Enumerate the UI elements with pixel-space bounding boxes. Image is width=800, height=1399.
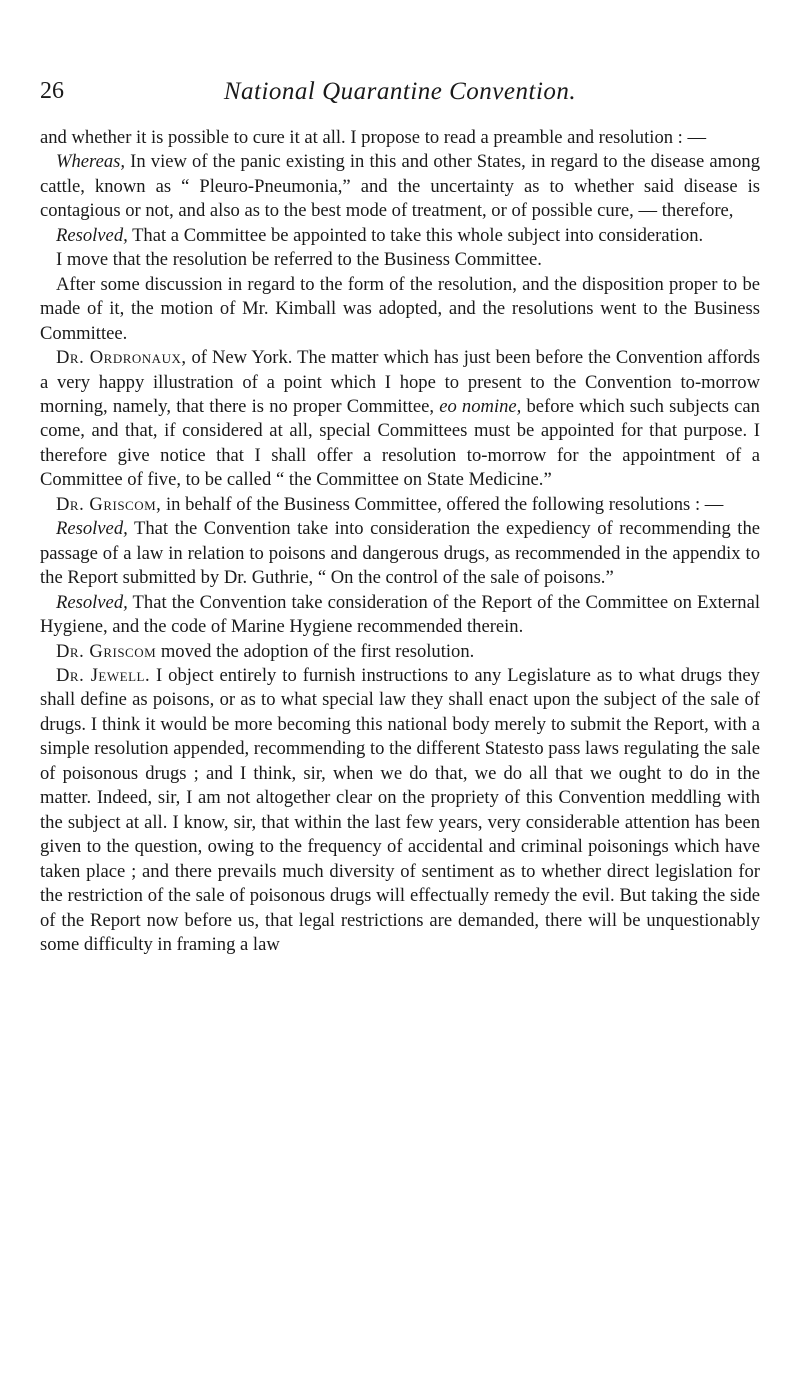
paragraph-text: and whether it is possible to cure it at all. I propose to read a preamble and resolution : — xyxy=(40,127,707,148)
latin-phrase: eo nomine, xyxy=(439,395,522,417)
paragraph xyxy=(40,126,760,150)
resolved-lead: Resolved, xyxy=(56,518,128,540)
whereas-lead: Whereas, xyxy=(56,151,126,173)
paragraph-text: moved the adoption of the first resolution. xyxy=(156,640,475,662)
speaker-name: Dr. Ordronaux, xyxy=(56,347,187,369)
paragraph xyxy=(40,224,760,248)
paragraph-text: I move that the resolution be referred to the Business Committee. xyxy=(56,249,542,271)
resolved-lead: Resolved, xyxy=(56,224,128,246)
paragraph xyxy=(40,346,760,493)
resolved-lead: Resolved, xyxy=(56,591,128,613)
paragraph xyxy=(40,150,760,223)
paragraph-text: In view of the panic existing in this and other States, in regard to the disease among cattle, known as “ Pleuro-Pneumonia,” and the uncertainty as to whether said disease is contagious or not, and also as to the best mode of treatment, or of possible cure, — therefore, xyxy=(40,151,760,222)
paragraph-text: That a Committee be appointed to take this whole subject into consideration. xyxy=(127,224,704,246)
speaker-name: Dr. Griscom xyxy=(56,640,157,662)
body-text xyxy=(40,126,760,957)
paragraph-text: in behalf of the Business Committee, offered the following resolutions : — xyxy=(161,493,724,515)
paragraph-text: before which such subjects can come, and that, if considered at all, special Committees must be appointed for that purpose. I therefore give notice that I shall offer a resolution to-morrow for the appointment of a Committee of five, to be called “ the Committee on State Medicine.” xyxy=(40,395,760,491)
page-header xyxy=(40,78,760,114)
paragraph-text: After some discussion in regard to the form of the resolution, and the disposition proper to be made of it, the motion of Mr. Kimball was adopted, and the resolutions went to the Business Committee. xyxy=(40,273,760,344)
paragraph xyxy=(40,273,760,346)
paragraph-text: of New York. The matter which has just been before the Convention affords a very happy illustration of a point which I hope to present to the Convention to-morrow morning, namely, that there is no proper Committee, xyxy=(40,347,760,417)
paragraph xyxy=(40,591,760,640)
paragraph xyxy=(40,248,760,272)
paragraph-text: I object entirely to furnish instructions to any Legislature as to what drugs they shall define as poisons, or as to what special law they shall enact upon the subject of the sale of drugs. I think it would be more becoming this national body merely to submit the Report, with a simple resolution appended, recommending to the different Statesto pass laws regulating the sale of poisonous drugs ; and I think, sir, when we do that, we do all that we ought to do in the matter. Indeed, sir, I am not altogether clear on the propriety of this Convention meddling with the subject at all. I know, sir, that within the last few years, very considerable attention has been given to the question, owing to the frequency of accidental and criminal poisonings which have taken place ; and there prevails much diversity of sentiment as to whether direct legislation for the restriction of the sale of poisonous drugs will effectually remedy the evil. But taking the side of the Report now before us, that legal restrictions are demanded, there will be unquestionably some difficulty in framing a law xyxy=(40,664,760,955)
paragraph xyxy=(40,517,760,590)
paragraph-text: That the Convention take into consideration the expediency of recommending the passage of a law in relation to poisons and dangerous drugs, as recommended in the appendix to the Report submitted by Dr. Guthrie, “ On the control of the sale of poisons.” xyxy=(40,518,760,589)
running-title: National Quarantine Convention. xyxy=(223,78,577,105)
paragraph-text: That the Convention take consideration of the Report of the Committee on External Hygiene, and the code of Marine Hygiene recommended therein. xyxy=(40,591,760,638)
paragraph xyxy=(40,493,760,517)
speaker-name: Dr. Griscom, xyxy=(56,493,162,515)
page-number: 26 xyxy=(40,78,64,104)
paragraph xyxy=(40,640,760,664)
paragraph xyxy=(40,664,760,957)
speaker-name: Dr. Jewell. xyxy=(56,664,151,686)
